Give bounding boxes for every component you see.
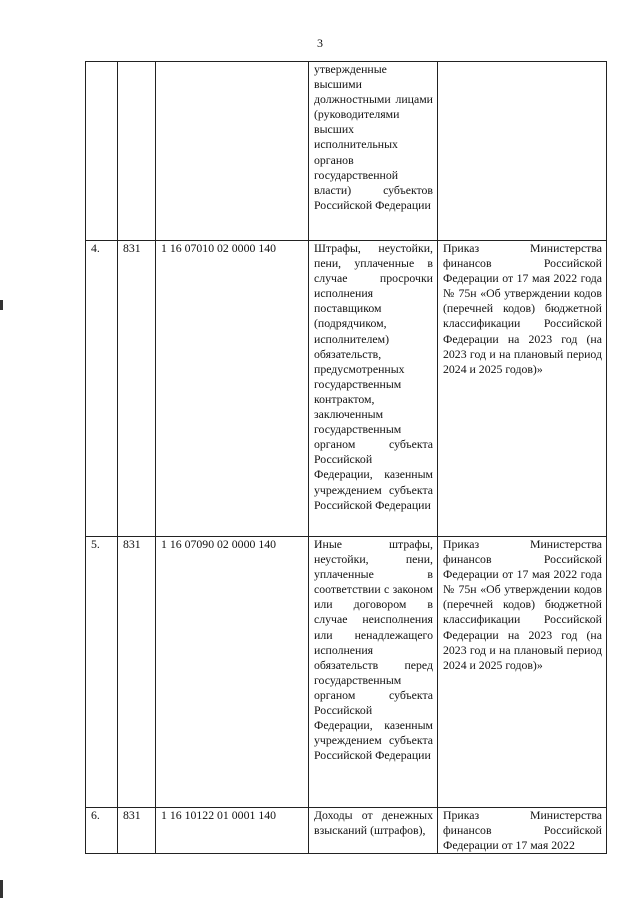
administrator-code-cell: 831 [118,537,156,808]
revenue-name-cell: Доходы от денежных взысканий (штрафов), [309,808,438,854]
table-row [86,808,607,854]
revenue-name-cell: утвержденные высшими должностными лицами (руководителями высших исполнительных органов государственной власти) субъектов Российской Федерации [309,62,438,241]
legal-basis-cell [438,62,607,241]
legal-basis-cell: Приказ Министерства финансов Российской Федерации от 17 мая 2022 [438,808,607,854]
revenue-name-cell: Штрафы, неустойки, пени, уплаченные в случае просрочки исполнения поставщиком (подрядчиком, исполнителем) обязательств, предусмотренных государственным контрактом, заключенным государственным органом субъекта Российской Федерации, казенным учреждением субъекта Российской Федерации [309,241,438,537]
table-row [86,241,607,537]
scan-edge-mark [0,300,3,310]
row-number-cell: 5. [86,537,118,808]
scan-edge-mark [0,880,3,898]
budget-code-cell: 1 16 07010 02 0000 140 [156,241,309,537]
page-number: 3 [317,36,323,50]
budget-code-cell: 1 16 07090 02 0000 140 [156,537,309,808]
administrator-code-cell: 831 [118,808,156,854]
row-number-cell: 6. [86,808,118,854]
legal-basis-cell: Приказ Министерства финансов Российской Федерации от 17 мая 2022 года № 75н «Об утверждении кодов (перечней кодов) бюджетной классификации Российской Федерации на 2023 год (на 2023 год и на плановый период 2024 и 2025 годов)» [438,241,607,537]
row-number-cell: 4. [86,241,118,537]
budget-code-cell [156,62,309,241]
row-number-cell [86,62,118,241]
budget-code-cell: 1 16 10122 01 0001 140 [156,808,309,854]
legal-basis-cell: Приказ Министерства финансов Российской Федерации от 17 мая 2022 года № 75н «Об утверждении кодов (перечней кодов) бюджетной классификации Российской Федерации на 2023 год (на 2023 год и на плановый период 2024 и 2025 годов)» [438,537,607,808]
revenue-codes-table [85,61,607,854]
table-row [86,537,607,808]
administrator-code-cell: 831 [118,241,156,537]
revenue-name-cell: Иные штрафы, неустойки, пени, уплаченные в соответствии с законом или договором в случае неисполнения или ненадлежащего исполнения обязательств перед государственным органом субъекта Российской Федерации, казенным учреждением субъекта Российской Федерации [309,537,438,808]
administrator-code-cell [118,62,156,241]
table-row [86,62,607,241]
